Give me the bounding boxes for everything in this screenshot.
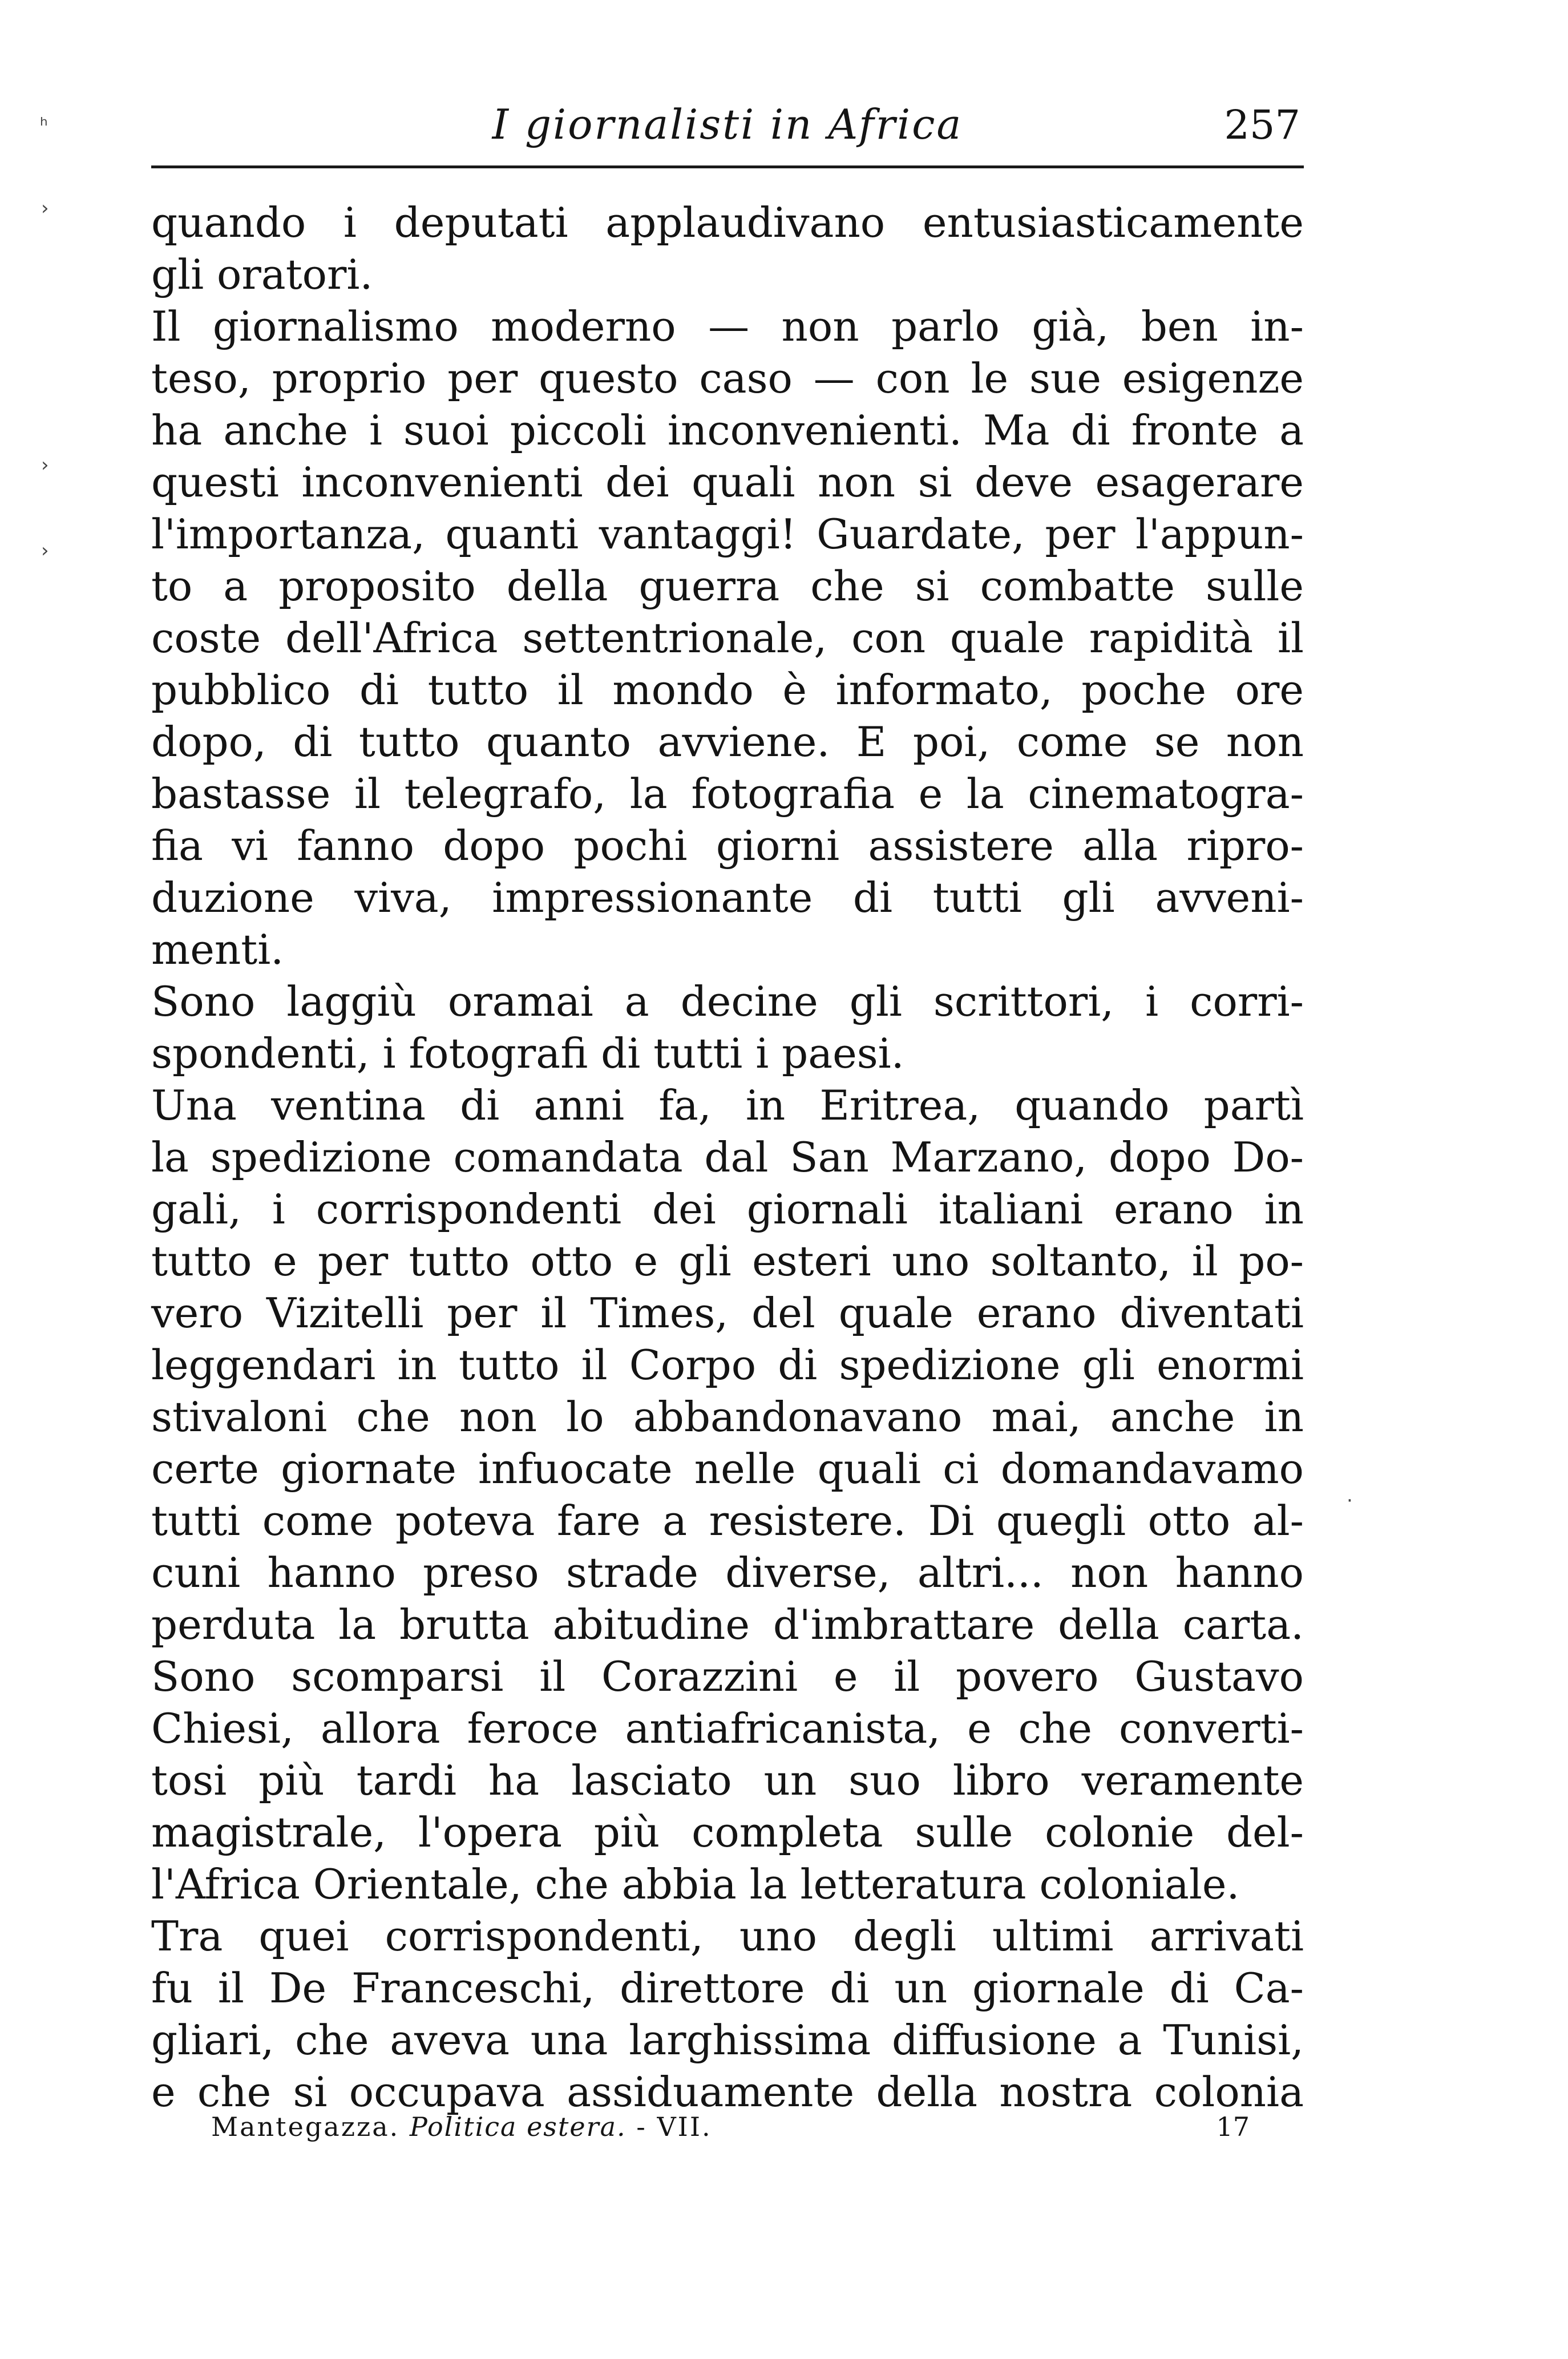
text-line: menti. bbox=[151, 926, 284, 974]
text-line: teso, proprio per questo caso — con le sue esigenze bbox=[151, 354, 1304, 402]
signature-title: Politica estera. bbox=[409, 2111, 627, 2142]
margin-speck: › bbox=[41, 197, 49, 220]
text-line: fia vi fanno dopo pochi giorni assistere alla ripro- bbox=[151, 822, 1304, 870]
text-line: cuni hanno preso strade diverse, altri... non hanno bbox=[151, 1549, 1304, 1597]
text-line: tutti come poteva fare a resistere. Di quegli otto al- bbox=[151, 1497, 1304, 1545]
text-line: l'Africa Orientale, che abbia la letteratura coloniale. bbox=[151, 1860, 1240, 1908]
margin-speck: ʰ bbox=[40, 114, 48, 137]
text-line: gli oratori. bbox=[151, 251, 373, 298]
text-line: dopo, di tutto quanto avviene. E poi, come se non bbox=[151, 718, 1304, 766]
text-line: spondenti, i fotografi di tutti i paesi. bbox=[151, 1029, 904, 1077]
running-title: I giornalisti in Africa bbox=[492, 100, 963, 148]
text-line: leggendari in tutto il Corpo di spedizione gli enormi bbox=[151, 1341, 1304, 1389]
text-line: to a proposito della guerra che si combatte sulle bbox=[151, 562, 1304, 610]
text-line: ha anche i suoi piccoli inconvenienti. Ma di fronte a bbox=[151, 406, 1304, 454]
text-line: tosi più tardi ha lasciato un suo libro veramente bbox=[151, 1756, 1304, 1804]
signature-volume: - VII. bbox=[636, 2111, 712, 2142]
text-line: Il giornalismo moderno — non parlo già, ben in- bbox=[151, 302, 1304, 350]
page-number: 257 bbox=[1224, 102, 1300, 148]
text-line: e che si occupava assiduamente della nostra colonia bbox=[151, 2068, 1304, 2116]
text-line: tutto e per tutto otto e gli esteri uno soltanto, il po- bbox=[151, 1237, 1304, 1285]
margin-speck: › bbox=[41, 454, 49, 476]
text-line: Sono scomparsi il Corazzini e il povero Gustavo bbox=[151, 1653, 1304, 1700]
text-line: quando i deputati applaudivano entusiasticamente bbox=[151, 199, 1304, 247]
text-line: fu il De Franceschi, direttore di un giornale di Ca- bbox=[151, 1964, 1304, 2012]
text-line: bastasse il telegrafo, la fotografia e la cinematogra- bbox=[151, 770, 1304, 818]
text-line: gali, i corrispondenti dei giornali italiani erano in bbox=[151, 1185, 1304, 1233]
text-line: Tra quei corrispondenti, uno degli ultimi arrivati bbox=[151, 1912, 1304, 1960]
margin-speck: · bbox=[1347, 1489, 1353, 1512]
text-line: Una ventina di anni fa, in Eritrea, quando partì bbox=[151, 1081, 1304, 1129]
text-line: Sono laggiù oramai a decine gli scrittori, i corri- bbox=[151, 977, 1304, 1025]
text-line: questi inconvenienti dei quali non si deve esagerare bbox=[151, 458, 1304, 506]
text-line: coste dell'Africa settentrionale, con quale rapidità il bbox=[151, 614, 1304, 662]
text-line: duzione viva, impressionante di tutti gli avveni- bbox=[151, 874, 1304, 922]
text-line: perduta la brutta abitudine d'imbrattare della carta. bbox=[151, 1601, 1304, 1649]
text-line: pubblico di tutto il mondo è informato, poche ore bbox=[151, 666, 1304, 714]
text-line: vero Vizitelli per il Times, del quale erano diventati bbox=[151, 1289, 1304, 1337]
printer-signature-line bbox=[211, 2111, 1250, 2157]
margin-speck: › bbox=[41, 539, 49, 562]
text-line: la spedizione comandata dal San Marzano, dopo Do- bbox=[151, 1133, 1304, 1181]
signature-number: 17 bbox=[1216, 2111, 1250, 2142]
body-text bbox=[151, 197, 1304, 2118]
text-line: Chiesi, allora feroce antiafricanista, e che converti- bbox=[151, 1704, 1304, 1752]
text-line: stivaloni che non lo abbandonavano mai, anche in bbox=[151, 1393, 1304, 1441]
text-line: certe giornate infuocate nelle quali ci domandavamo bbox=[151, 1445, 1304, 1493]
signature-text bbox=[211, 2111, 712, 2142]
header-rule bbox=[151, 165, 1304, 168]
text-line: gliari, che aveva una larghissima diffusione a Tunisi, bbox=[151, 2016, 1304, 2064]
running-head bbox=[151, 96, 1304, 164]
text-line: l'importanza, quanti vantaggi! Guardate, per l'appun- bbox=[151, 510, 1304, 558]
signature-author: Mantegazza. bbox=[211, 2111, 400, 2142]
text-line: magistrale, l'opera più completa sulle colonie del- bbox=[151, 1808, 1304, 1856]
